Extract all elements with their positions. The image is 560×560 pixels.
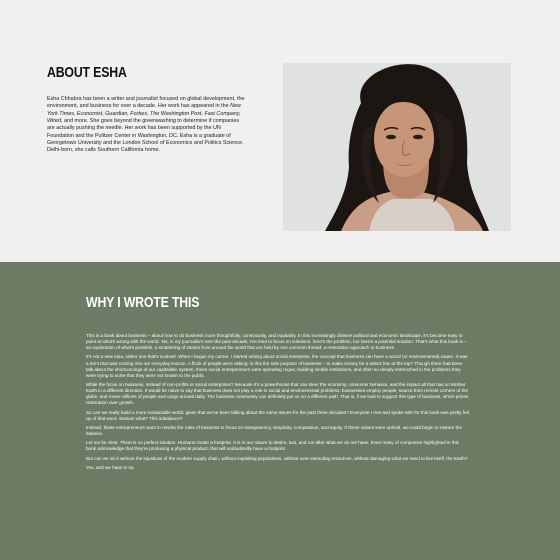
- why-paragraph: This is a book about business – about how to do business more thoughtfully, consciously, and equitably. In this increasingly divisive political and economic landscape, it's become easy to point at what's wrong with the world. Yet, in my journalism over the past decade, I've tried to focus on solutions: here's the problem, but here's a potential solution. That's what this book is – an exploration of what's possible, a smattering of stories from around the world that are held by one common thread: a restorative approach to business.: [86, 333, 467, 351]
- why-body: [86, 333, 470, 474]
- bio-text-start: Esha Chhabra has been a writer and journalist focused on global development, the environment, and business for over a decade. Her work has appeared in the: [47, 96, 245, 110]
- bio-outlets: New York Times, Economist, Guardian, Forbes, The Washington Post, Fast Company, Wired,: [47, 103, 241, 125]
- why-paragraph: Yes, and we have to try.: [86, 465, 135, 470]
- why-paragraph: But can we do it without the injustices of the modern supply chain, without exploiting populations, without over-extracting resources, without damaging what we need to live itself, the Earth?: [86, 455, 468, 461]
- author-bio: [47, 96, 247, 155]
- author-photo: [283, 63, 511, 231]
- bio-text-end: and more. She goes beyond the greenwashing to determine if companies are actually pushing the needle. Her work has been supported by the UN Foundation and the Pulitzer Center in Washington, DC. Esha is a graduate of Georgetown University and the London School of Economics and Politics Science. Delhi-born, she calls Southern California home.: [47, 118, 244, 154]
- why-section: [0, 262, 560, 560]
- why-heading: WHY I WROTE THIS: [86, 294, 200, 311]
- about-heading: ABOUT ESHA: [47, 64, 127, 81]
- why-paragraph: Instead, these entrepreneurs want to rewrite the rules of business to focus on transparency, simplicity, compassion, and equity. If these values were upheld, we could begin to restore the balance.: [86, 424, 462, 437]
- why-paragraph: So can we really build a more sustainable world, given that we've been talking about the same issues for the past three decades? Everyone I met and spoke with for this book was pretty fed up of that word. Sustain what? This imbalance?: [86, 409, 470, 421]
- why-paragraph: It's not a new idea, rather one that's evolved. When I began my career, I started writing about social enterprise, the concept that business can have a social (or environmental) cause. It was a term that was coming into our everyday lexicon. A flock of people were asking: is this the sole purpose of business – to make money for a select few at the top? Though there had been talk about the shortcomings of our capitalistic system, these social entrepreneurs were operating rogue, building nimble institutions, and often so deeply entrenched in the problems they were trying to solve that they were not known to the public.: [86, 354, 468, 378]
- why-paragraph: While the focus on business, instead of non-profits or social enterprises? Because it's a powerhouse that can steer the economy, consumer behavior, and the impact all that has on Mother Earth in a different direction. It would be naive to say that business does not play a role in social and environmental problems: businesses employ people, source from remote corners of the globe, and move millions of people and cargo around daily. The business community can definitely put us on a different path. That is, if we look to support this type of business, which prizes restoration over growth.: [86, 382, 469, 406]
- about-section: [0, 0, 560, 262]
- why-paragraph: Let me be clear. There is no perfect solution. Humans create a footprint. It is in our nature to desire, lust, and run after what we do not have. Even many of companies highlighted in this book acknowledge that they're producing a physical product, that will undoubtedly have a footprint.: [86, 440, 459, 452]
